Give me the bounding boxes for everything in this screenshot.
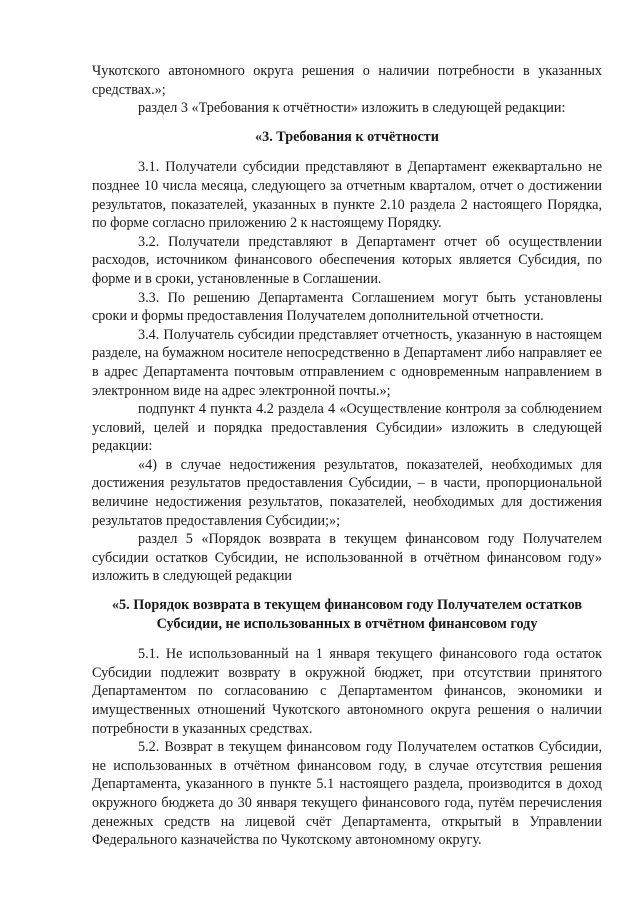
paragraph-3-3: 3.3. По решению Департамента Соглашением могут быть установлены сроки и формы предоставления Получателем дополнительной отчетности. <box>92 289 602 325</box>
paragraph-subpoint-4-text: «4) в случае недостижения результатов, показателей, необходимых для достижения результатов предоставления Субсидии, – в части, пропорциональной величине недостижения результатов, показателей, необходимых для достижения результатов предоставления Субсидии;»; <box>92 456 602 529</box>
paragraph-3-1: 3.1. Получатели субсидии представляют в Департамент ежеквартально не позднее 10 числа месяца, следующего за отчетным кварталом, отчет о достижении результатов, показателей, указанных в пункте 2.10 раздела 2 настоящего Порядка, по форме согласно приложению 2 к настоящему Порядку. <box>92 159 602 232</box>
paragraph-5-1: 5.1. Не использованный на 1 января текущего финансового года остаток Субсидии подлежит возврату в окружной бюджет, при отсутствии принятого Департаментом по согласованию с Департаментом финансов, экономики и имущественных отношений Чукотского автономного округа решения о наличии потребности в указанных средствах. <box>92 646 602 737</box>
heading-section-5: «5. Порядок возврата в текущем финансовом году Получателем остатков Субсидии, не использованных в отчётном финансовом году <box>111 597 583 632</box>
heading-section-3: «3. Требования к отчётности <box>255 128 439 145</box>
paragraph-3-2: 3.2. Получатели представляют в Департамент отчет об осуществлении расходов, источником финансового обеспечения которых является Субсидия, по форме и в сроки, установленные в Соглашении. <box>92 233 602 287</box>
paragraph-section-3-intro: раздел 3 «Требования к отчётности» изложить в следующей редакции: <box>138 100 566 117</box>
paragraph-5-2: 5.2. Возврат в текущем финансовом году Получателем остатков Субсидии, не использованных в отчётном финансовом году, в случае отсутствия решения Департамента, указанного в пункте 5.1 настоящего раздела, производится в доход окружного бюджета до 30 января текущего финансового года, путём перечисления денежных средств на лицевой счёт Департамента, открытый в Управлении Федерального казначейства по Чукотскому автономному округу. <box>92 739 602 849</box>
paragraph-subpoint-4-intro: подпункт 4 пункта 4.2 раздела 4 «Осуществление контроля за соблюдением условий, целей и порядка предоставления Субсидии» изложить в следующей редакции: <box>92 401 602 455</box>
paragraph-continuation: Чукотского автономного округа решения о наличии потребности в указанных средствах.»; <box>92 63 602 98</box>
document-page <box>92 62 602 850</box>
paragraph-section-5-intro: раздел 5 «Порядок возврата в текущем финансовом году Получателем субсидии остатков Субсидии, не использованной в отчётном финансовом году» изложить в следующей редакции <box>92 531 602 585</box>
paragraph-3-4: 3.4. Получатель субсидии представляет отчетность, указанную в настоящем разделе, на бумажном носителе непосредственно в Департамент либо направляет ее в адрес Департамента почтовым отправлением с одновременным направлением в электронном виде на адрес электронной почты.»; <box>92 326 602 399</box>
